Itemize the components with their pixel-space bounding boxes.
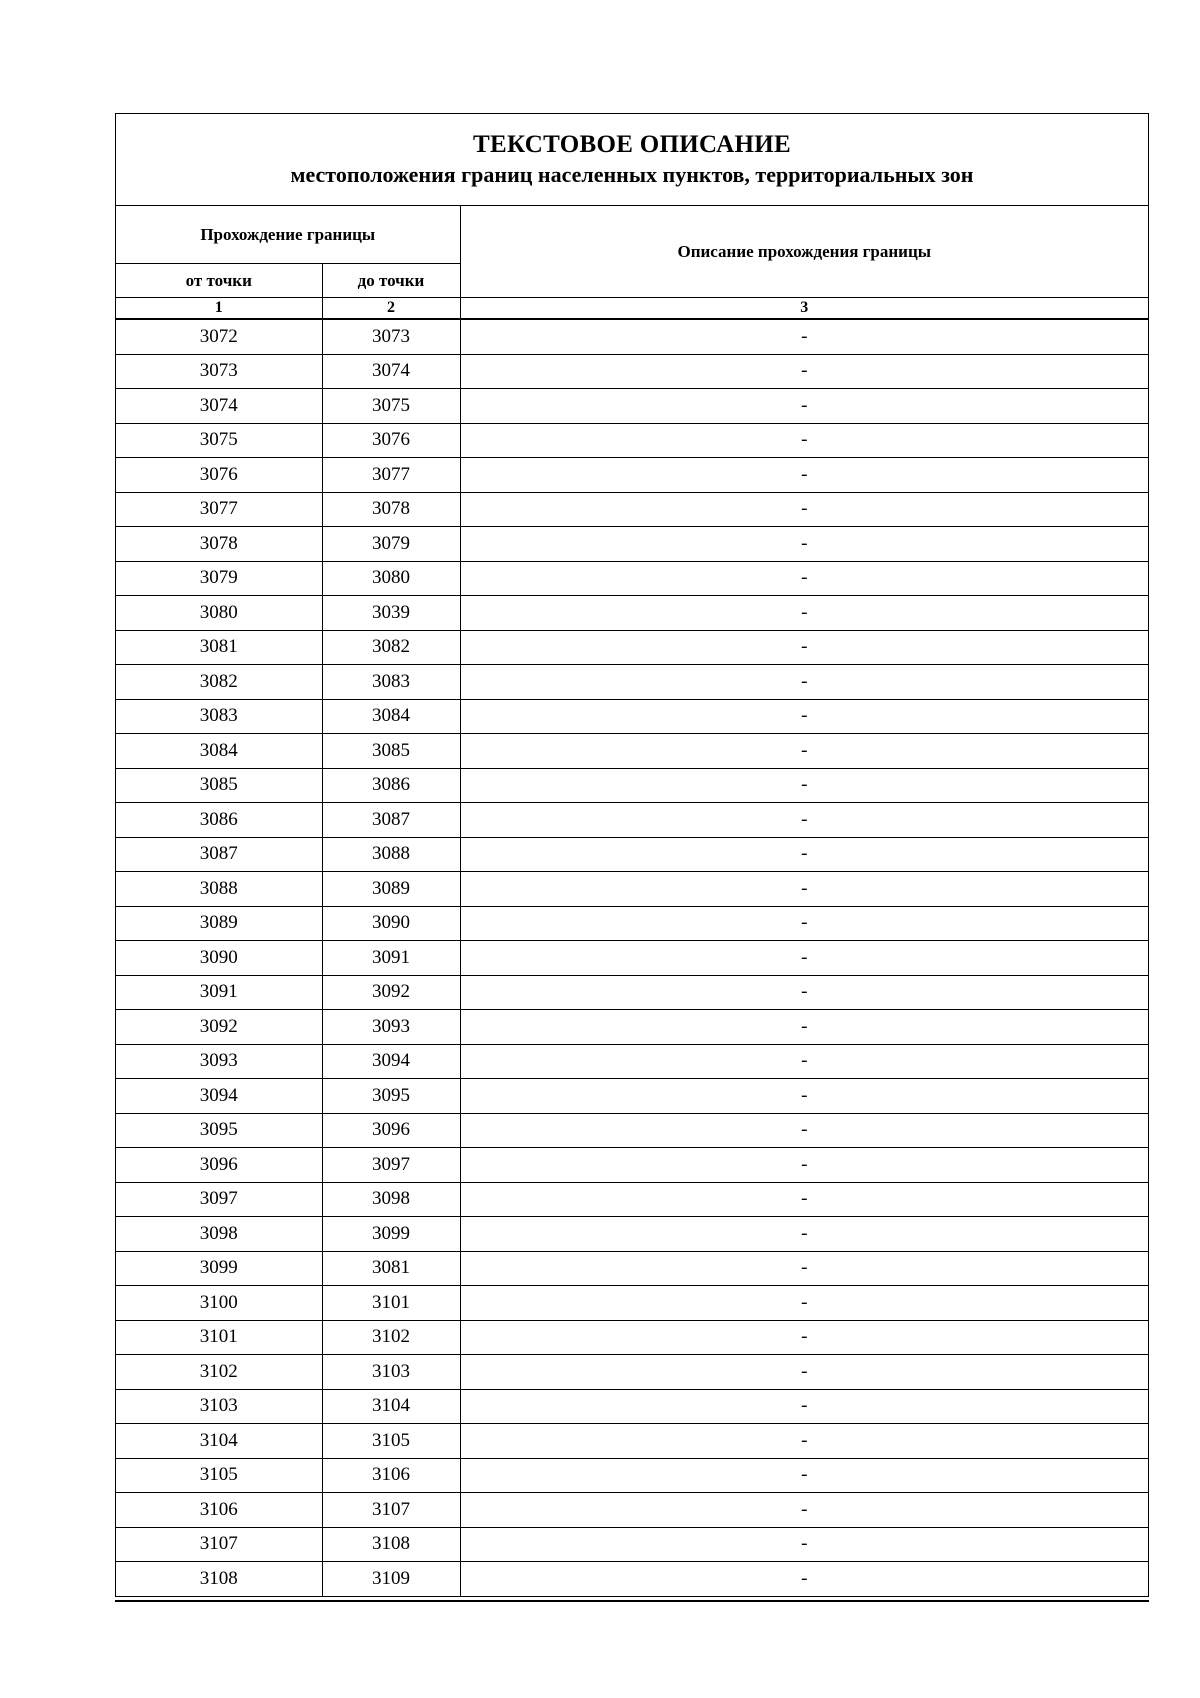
to-point-cell: 3104: [322, 1389, 460, 1424]
from-point-cell: 3098: [116, 1217, 322, 1252]
table-row: [116, 492, 1148, 527]
description-cell: -: [460, 596, 1148, 631]
to-point-cell: 3087: [322, 803, 460, 838]
to-point-cell: 3107: [322, 1493, 460, 1528]
table-row: [116, 1286, 1148, 1321]
to-point-cell: 3101: [322, 1286, 460, 1321]
table-row: [116, 1527, 1148, 1562]
table-row: [116, 837, 1148, 872]
description-cell: -: [460, 319, 1148, 354]
from-point-cell: 3081: [116, 630, 322, 665]
table-row: [116, 1562, 1148, 1597]
to-point-cell: 3091: [322, 941, 460, 976]
from-point-cell: 3084: [116, 734, 322, 769]
to-point-cell: 3075: [322, 389, 460, 424]
to-point-cell: 3089: [322, 872, 460, 907]
table-row: [116, 1424, 1148, 1459]
from-point-cell: 3105: [116, 1458, 322, 1493]
from-point-cell: 3073: [116, 354, 322, 389]
description-cell: -: [460, 872, 1148, 907]
description-cell: -: [460, 1320, 1148, 1355]
table-row: [116, 1113, 1148, 1148]
description-cell: -: [460, 734, 1148, 769]
to-point-cell: 3095: [322, 1079, 460, 1114]
table-row: [116, 1044, 1148, 1079]
to-point-cell: 3076: [322, 423, 460, 458]
table-row: [116, 1079, 1148, 1114]
table-row: [116, 906, 1148, 941]
description-cell: -: [460, 1148, 1148, 1183]
header-passage: Прохождение границы: [116, 206, 460, 264]
description-cell: -: [460, 1217, 1148, 1252]
from-point-cell: 3074: [116, 389, 322, 424]
to-point-cell: 3083: [322, 665, 460, 700]
table-row: [116, 561, 1148, 596]
to-point-cell: 3109: [322, 1562, 460, 1597]
table-row: [116, 423, 1148, 458]
table-row: [116, 1148, 1148, 1183]
to-point-cell: 3081: [322, 1251, 460, 1286]
description-cell: -: [460, 1527, 1148, 1562]
to-point-cell: 3092: [322, 975, 460, 1010]
from-point-cell: 3096: [116, 1148, 322, 1183]
to-point-cell: 3077: [322, 458, 460, 493]
from-point-cell: 3093: [116, 1044, 322, 1079]
to-point-cell: 3098: [322, 1182, 460, 1217]
description-cell: -: [460, 975, 1148, 1010]
table-body: [116, 319, 1148, 1596]
from-point-cell: 3103: [116, 1389, 322, 1424]
table-row: [116, 872, 1148, 907]
title-block: [116, 114, 1148, 206]
table-row: [116, 734, 1148, 769]
table-row: [116, 1355, 1148, 1390]
from-point-cell: 3091: [116, 975, 322, 1010]
from-point-cell: 3094: [116, 1079, 322, 1114]
header-col-number-3: 3: [460, 298, 1148, 320]
from-point-cell: 3079: [116, 561, 322, 596]
table-row: [116, 975, 1148, 1010]
to-point-cell: 3039: [322, 596, 460, 631]
to-point-cell: 3097: [322, 1148, 460, 1183]
header-col-number-2: 2: [322, 298, 460, 320]
from-point-cell: 3075: [116, 423, 322, 458]
table-row: [116, 1493, 1148, 1528]
description-cell: -: [460, 458, 1148, 493]
description-cell: -: [460, 492, 1148, 527]
description-cell: -: [460, 941, 1148, 976]
from-point-cell: 3088: [116, 872, 322, 907]
table-row: [116, 803, 1148, 838]
from-point-cell: 3086: [116, 803, 322, 838]
document-title: ТЕКСТОВОЕ ОПИСАНИЕ: [473, 131, 791, 158]
from-point-cell: 3100: [116, 1286, 322, 1321]
description-cell: -: [460, 906, 1148, 941]
description-cell: -: [460, 1182, 1148, 1217]
to-point-cell: 3103: [322, 1355, 460, 1390]
from-point-cell: 3107: [116, 1527, 322, 1562]
description-cell: -: [460, 527, 1148, 562]
description-cell: -: [460, 1493, 1148, 1528]
to-point-cell: 3088: [322, 837, 460, 872]
description-cell: -: [460, 699, 1148, 734]
from-point-cell: 3099: [116, 1251, 322, 1286]
to-point-cell: 3074: [322, 354, 460, 389]
from-point-cell: 3072: [116, 319, 322, 354]
description-cell: -: [460, 1079, 1148, 1114]
document-subtitle: местоположения границ населенных пунктов, территориальных зон: [290, 162, 974, 187]
table-row: [116, 527, 1148, 562]
from-point-cell: 3095: [116, 1113, 322, 1148]
from-point-cell: 3108: [116, 1562, 322, 1597]
from-point-cell: 3092: [116, 1010, 322, 1045]
from-point-cell: 3083: [116, 699, 322, 734]
description-cell: -: [460, 1355, 1148, 1390]
description-cell: -: [460, 1458, 1148, 1493]
header-col-number-1: 1: [116, 298, 322, 320]
from-point-cell: 3101: [116, 1320, 322, 1355]
to-point-cell: 3108: [322, 1527, 460, 1562]
from-point-cell: 3102: [116, 1355, 322, 1390]
table-row: [116, 768, 1148, 803]
from-point-cell: 3078: [116, 527, 322, 562]
header-description: Описание прохождения границы: [460, 206, 1148, 298]
to-point-cell: 3079: [322, 527, 460, 562]
description-cell: -: [460, 1251, 1148, 1286]
to-point-cell: 3078: [322, 492, 460, 527]
table-row: [116, 1217, 1148, 1252]
description-cell: -: [460, 837, 1148, 872]
table-row: [116, 1389, 1148, 1424]
closing-rule: [115, 1600, 1149, 1602]
table-row: [116, 941, 1148, 976]
to-point-cell: 3082: [322, 630, 460, 665]
to-point-cell: 3084: [322, 699, 460, 734]
to-point-cell: 3086: [322, 768, 460, 803]
boundary-table: [116, 206, 1148, 1597]
description-cell: -: [460, 389, 1148, 424]
description-cell: -: [460, 1113, 1148, 1148]
from-point-cell: 3097: [116, 1182, 322, 1217]
from-point-cell: 3076: [116, 458, 322, 493]
table-row: [116, 699, 1148, 734]
to-point-cell: 3106: [322, 1458, 460, 1493]
table-row: [116, 389, 1148, 424]
table-row: [116, 319, 1148, 354]
from-point-cell: 3089: [116, 906, 322, 941]
description-cell: -: [460, 423, 1148, 458]
description-cell: -: [460, 630, 1148, 665]
from-point-cell: 3090: [116, 941, 322, 976]
table-row: [116, 630, 1148, 665]
to-point-cell: 3102: [322, 1320, 460, 1355]
to-point-cell: 3080: [322, 561, 460, 596]
to-point-cell: 3105: [322, 1424, 460, 1459]
description-cell: -: [460, 768, 1148, 803]
to-point-cell: 3096: [322, 1113, 460, 1148]
table-row: [116, 665, 1148, 700]
document-page: [115, 113, 1149, 1602]
from-point-cell: 3085: [116, 768, 322, 803]
from-point-cell: 3080: [116, 596, 322, 631]
to-point-cell: 3090: [322, 906, 460, 941]
table-row: [116, 1182, 1148, 1217]
from-point-cell: 3082: [116, 665, 322, 700]
from-point-cell: 3087: [116, 837, 322, 872]
description-cell: -: [460, 1389, 1148, 1424]
from-point-cell: 3077: [116, 492, 322, 527]
description-cell: -: [460, 354, 1148, 389]
table-row: [116, 354, 1148, 389]
description-cell: -: [460, 1424, 1148, 1459]
description-cell: -: [460, 803, 1148, 838]
description-cell: -: [460, 561, 1148, 596]
to-point-cell: 3094: [322, 1044, 460, 1079]
to-point-cell: 3099: [322, 1217, 460, 1252]
description-cell: -: [460, 1286, 1148, 1321]
table-row: [116, 1251, 1148, 1286]
to-point-cell: 3093: [322, 1010, 460, 1045]
table-row: [116, 596, 1148, 631]
header-from-point: от точки: [116, 264, 322, 298]
from-point-cell: 3106: [116, 1493, 322, 1528]
description-cell: -: [460, 1562, 1148, 1597]
table-row: [116, 1320, 1148, 1355]
table-row: [116, 458, 1148, 493]
description-cell: -: [460, 1010, 1148, 1045]
to-point-cell: 3085: [322, 734, 460, 769]
from-point-cell: 3104: [116, 1424, 322, 1459]
table-row: [116, 1458, 1148, 1493]
description-cell: -: [460, 1044, 1148, 1079]
document-frame: [115, 113, 1149, 1597]
header-to-point: до точки: [322, 264, 460, 298]
to-point-cell: 3073: [322, 319, 460, 354]
table-row: [116, 1010, 1148, 1045]
description-cell: -: [460, 665, 1148, 700]
